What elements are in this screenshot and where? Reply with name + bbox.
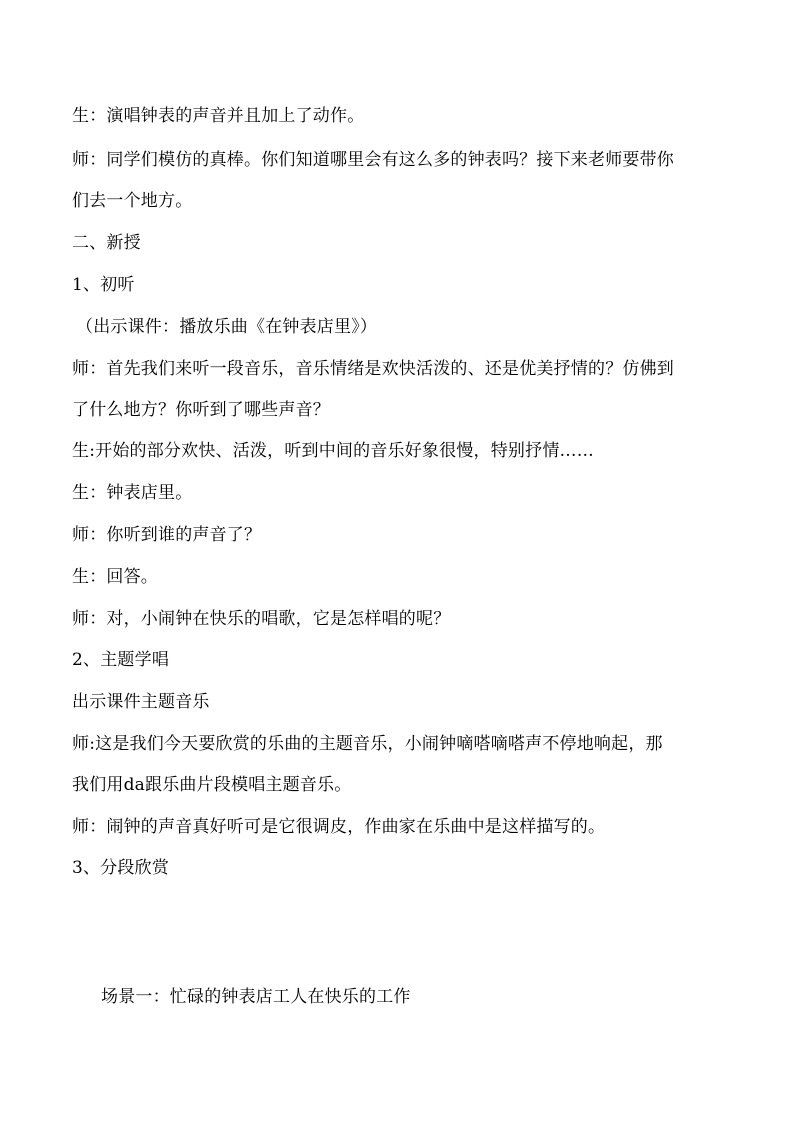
text-line: 师：首先我们来听一段音乐，音乐情绪是欢快活泼的、还是优美抒情的？仿佛到: [72, 359, 674, 379]
text-line: 我们用da跟乐曲片段模唱主题音乐。: [72, 775, 352, 795]
text-line: 师：同学们模仿的真棒。你们知道哪里会有这么多的钟表吗？接下来老师要带你: [72, 150, 674, 170]
text-line: 师:这是我们今天要欣赏的乐曲的主题音乐，小闹钟嘀嗒嘀嗒声不停地响起，那: [72, 734, 663, 754]
subsection-heading: 3、分段欣赏: [72, 858, 170, 878]
text-line: 师：对，小闹钟在快乐的唱歌，它是怎样唱的呢？: [72, 609, 451, 629]
text-line: 师：闹钟的声音真好听可是它很调皮，作曲家在乐曲中是这样描写的。: [72, 817, 606, 837]
text-line: 出示课件主题音乐: [72, 692, 210, 712]
text-line: 生：钟表店里。: [72, 483, 193, 503]
scene-heading: 场景一：忙碌的钟表店工人在快乐的工作: [101, 987, 411, 1007]
text-line: 生：演唱钟表的声音并且加上了动作。: [72, 106, 365, 126]
text-line: 生:开始的部分欢快、活泼，听到中间的音乐好象很慢，特别抒情……: [72, 441, 594, 461]
text-line: 生：回答。: [72, 567, 158, 587]
text-line: 们去一个地方。: [72, 191, 193, 211]
text-line: （出示课件：播放乐曲《在钟表店里》）: [76, 317, 378, 337]
text-line: 师：你听到谁的声音了？: [72, 525, 262, 545]
subsection-heading: 1、初听: [72, 275, 135, 295]
text-line: 了什么地方？你听到了哪些声音？: [72, 400, 330, 420]
section-heading: 二、新授: [72, 233, 141, 253]
subsection-heading: 2、主题学唱: [72, 650, 170, 670]
